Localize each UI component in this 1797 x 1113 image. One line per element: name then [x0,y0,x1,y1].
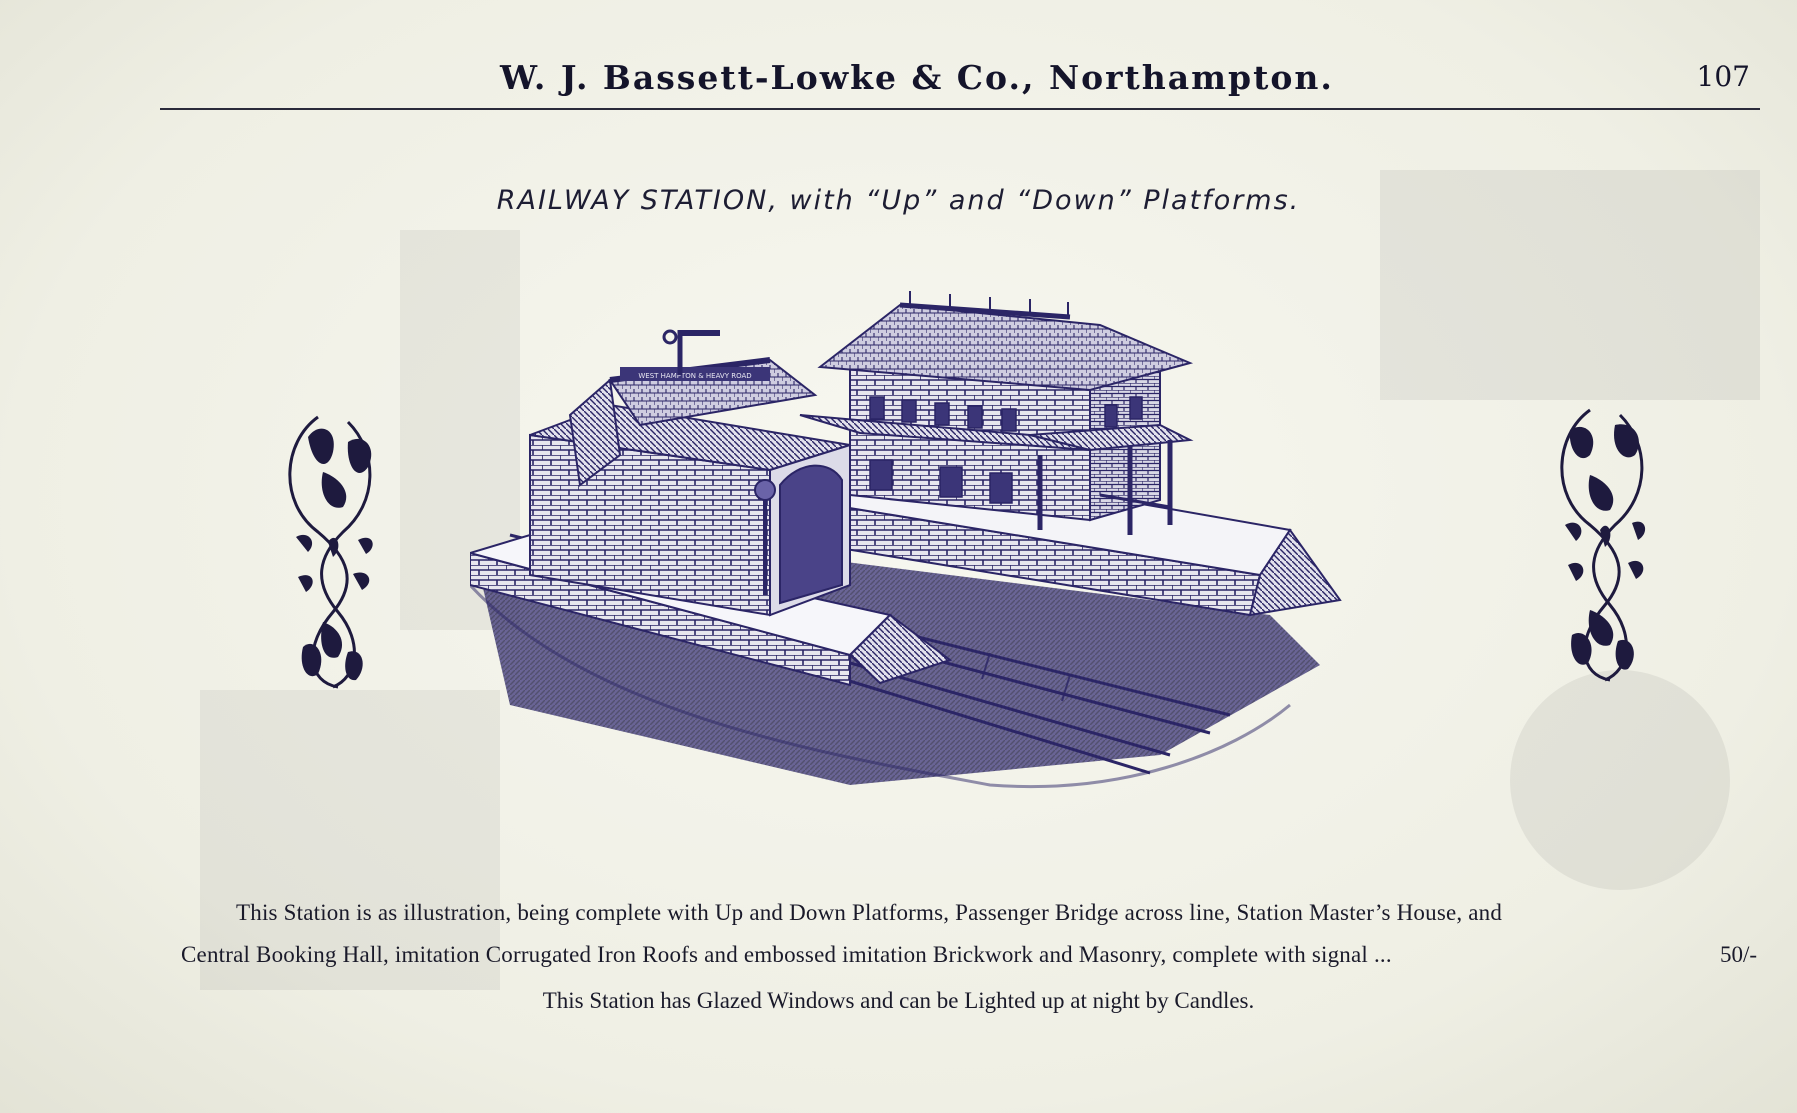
page-header [160,52,1760,102]
publisher-title: W. J. Bassett-Lowke & Co., Northampton. [500,58,1334,97]
railway-station-illustration [470,285,1460,805]
page-number: 107 [1696,60,1750,93]
floral-ornament-right [1550,405,1660,685]
description-line-1: This Station is as illustration, being complete with Up and Down Platforms, Passenger Bridge across line, Station Master’s House, and [236,900,1503,925]
bridge-sign-text: WEST HAMPTON & HEAVY ROAD [638,372,752,380]
description-line-2: Central Booking Hall, imitation Corrugated Iron Roofs and embossed imitation Brickwork and Masonry, complete with signal ... [181,942,1392,967]
illustration-caption: RAILWAY STATION, with “Up” and “Down” Platforms. [496,185,1301,216]
header-rule [160,108,1760,110]
floral-ornament-left [278,412,388,692]
price: 50/- [1720,942,1758,967]
description-line-3: This Station has Glazed Windows and can be Lighted up at night by Candles. [542,988,1255,1013]
